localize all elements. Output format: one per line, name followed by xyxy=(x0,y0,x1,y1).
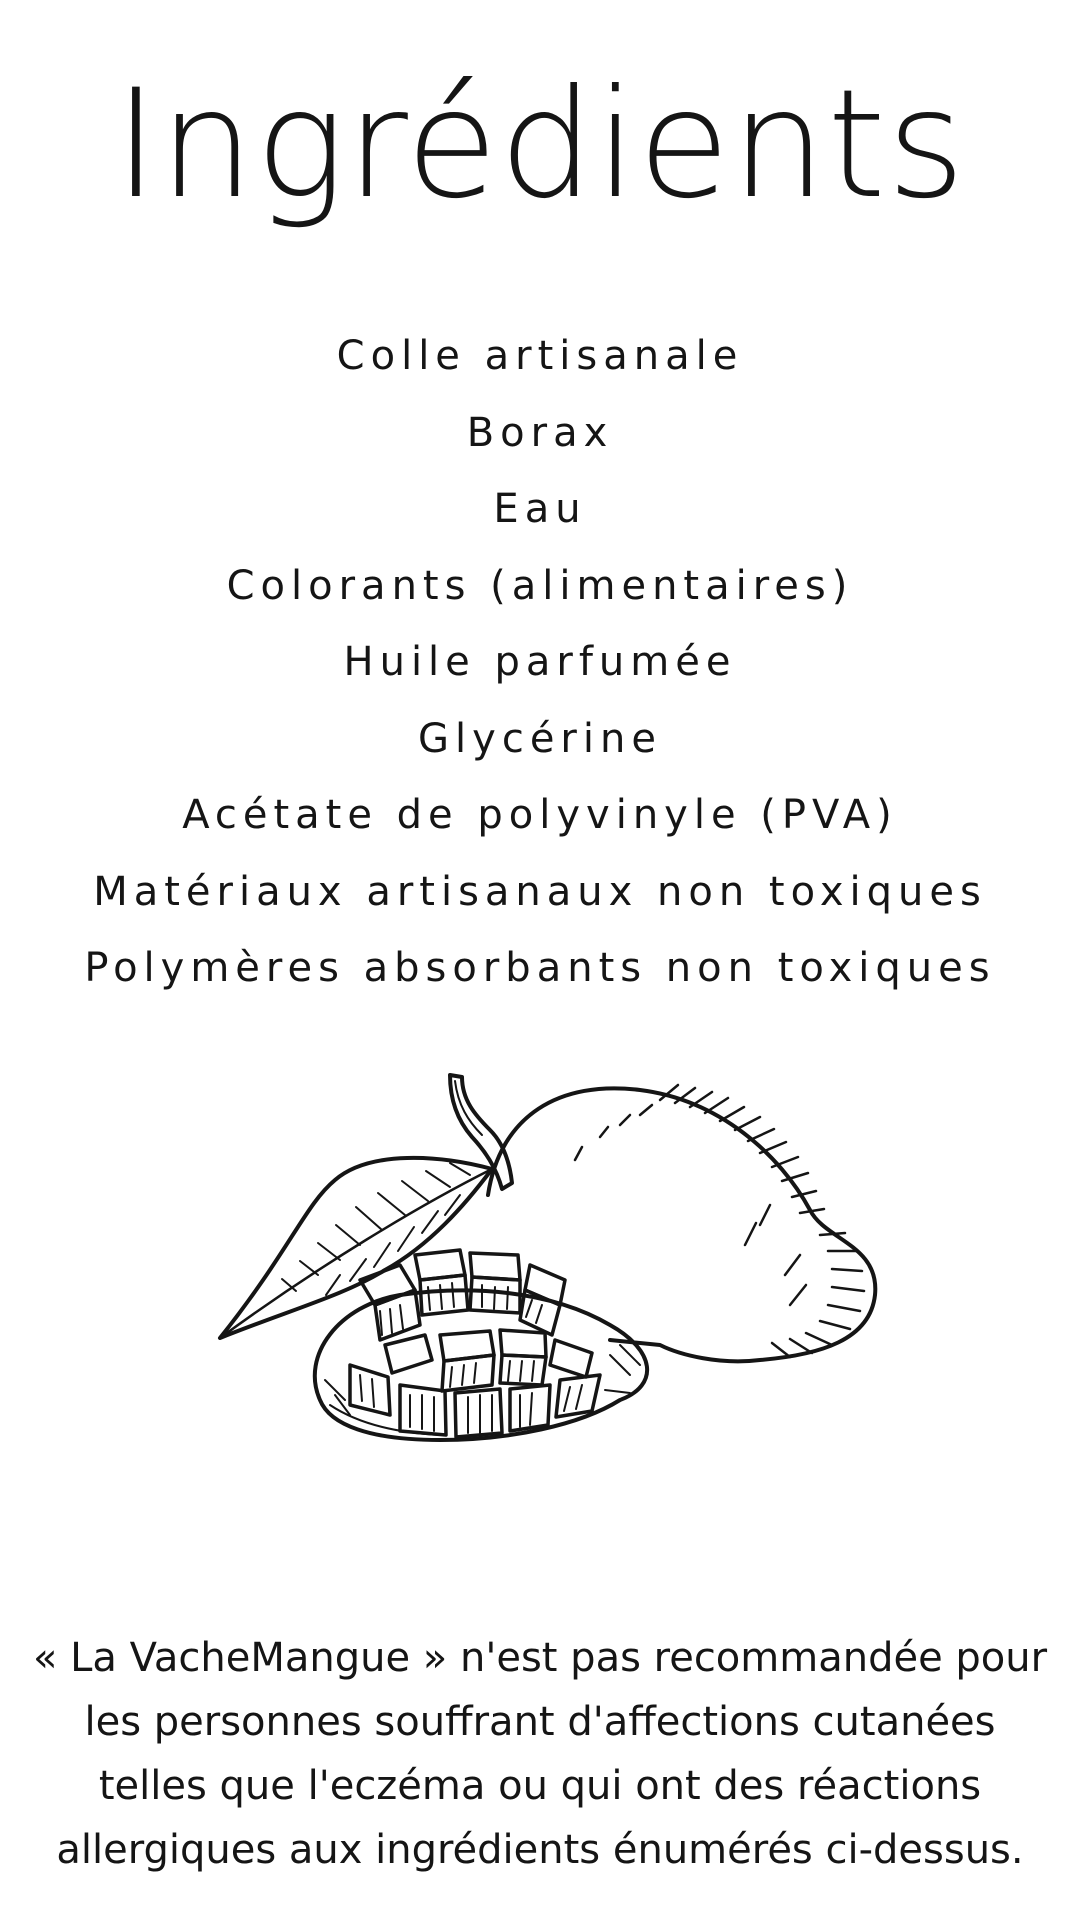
ingredient-item: Huile parfumée xyxy=(343,639,737,685)
mango-stem xyxy=(450,1075,512,1189)
ingredient-item: Acétate de polyvinyle (PVA) xyxy=(182,792,898,838)
ingredient-item: Borax xyxy=(466,409,614,456)
allergy-warning-note: « La VacheMangue » n'est pas recommandée pour les personnes souffrant d'affections cutanées telles que l'eczéma ou qui ont des réactions allergiques aux ingrédients énumérés ci-dessus. xyxy=(32,1635,1048,1873)
ingredient-item: Glycérine xyxy=(418,715,662,762)
ingredient-item: Colle artisanale xyxy=(336,333,744,379)
page-title: Ingrédients xyxy=(113,58,967,232)
mango-cubes xyxy=(350,1250,600,1437)
whole-mango-outline xyxy=(488,1088,875,1361)
ingredient-item: Colorants (alimentaires) xyxy=(226,562,854,609)
ingredient-list xyxy=(0,318,1080,1007)
ingredient-item: Polymères absorbants non toxiques xyxy=(84,945,996,991)
ingredient-item: Eau xyxy=(493,486,587,532)
ingredient-item: Matériaux artisanaux non toxiques xyxy=(93,868,987,915)
mango-illustration-icon xyxy=(200,1055,900,1495)
